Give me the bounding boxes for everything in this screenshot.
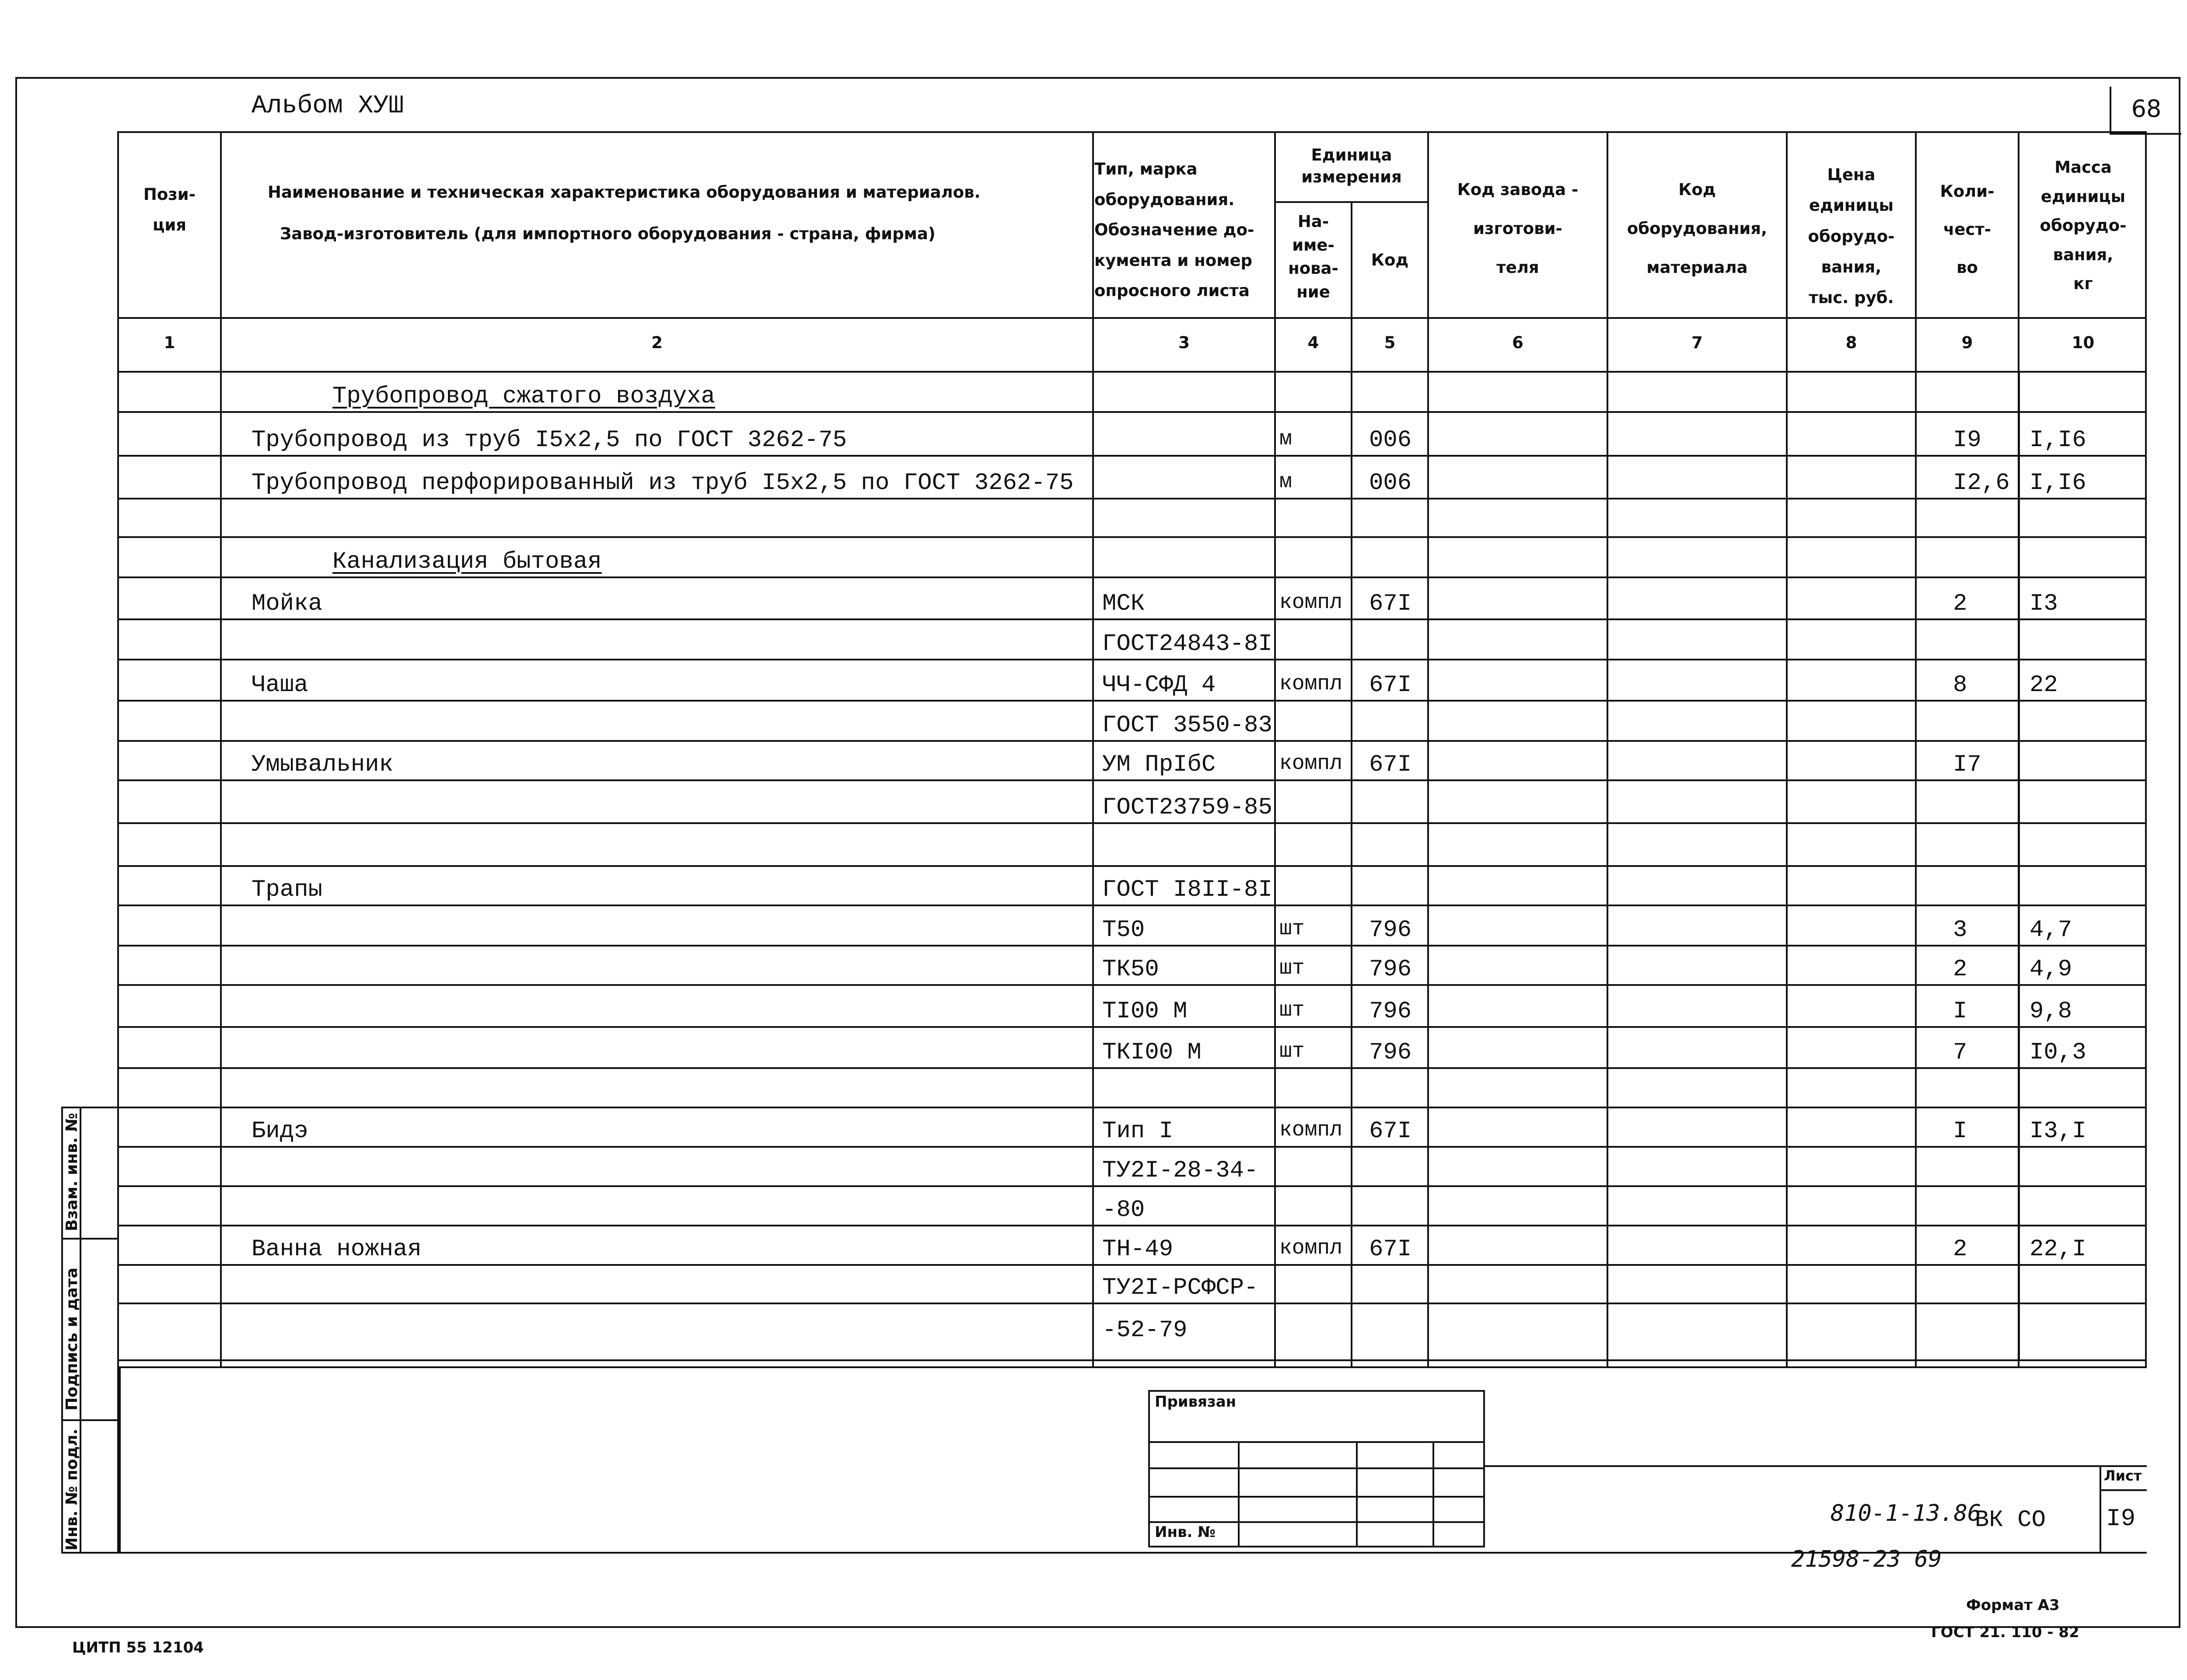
- item-name: Чаша: [252, 672, 308, 699]
- table-row-line: [117, 659, 2147, 660]
- table-row-line: [117, 984, 2147, 986]
- item-type: УМ ПрIбС: [1102, 751, 1216, 778]
- col-header-name-line2: Завод-изготовитель (для импортного оборудования - страна, фирма): [280, 224, 936, 243]
- item-unit-code: 67I: [1369, 590, 1412, 617]
- col-num-1: 1: [164, 333, 175, 352]
- item-mass: I,I6: [2030, 470, 2086, 496]
- table-row-line: [117, 1264, 2147, 1266]
- col-header-equipment-code: Код оборудования, материала: [1627, 180, 1768, 277]
- table-body-bottom-line: [117, 1359, 2147, 1361]
- privyazan-vline1: [1238, 1441, 1240, 1547]
- table-row-line: [117, 1225, 2147, 1226]
- archive-number-handwritten: 21598-23 69: [1791, 1546, 1942, 1572]
- item-type: -52-79: [1102, 1317, 1188, 1344]
- col-num-4: 4: [1307, 333, 1319, 352]
- item-type: ГОСТ24843-8I: [1102, 631, 1272, 657]
- item-quantity: I9: [1953, 427, 1981, 454]
- header-bottom-line: [117, 317, 2147, 319]
- item-unit: компл: [1279, 1236, 1343, 1260]
- item-unit: м: [1279, 470, 1292, 494]
- table-row-line: [117, 1107, 2147, 1108]
- item-unit: компл: [1279, 752, 1343, 775]
- section-title: Канализация бытовая: [332, 548, 602, 575]
- item-type: ТН-49: [1102, 1236, 1174, 1263]
- table-row-line: [117, 576, 2147, 578]
- col-header-unit-name: На- име- нова- ние: [1288, 212, 1338, 301]
- table-row-line: [117, 700, 2147, 702]
- table-row-line: [117, 822, 2147, 824]
- col-header-factory-code: Код завода - изготови- теля: [1457, 180, 1579, 277]
- doc-code-printed: ВК СО: [1975, 1507, 2046, 1533]
- table-row-line: [117, 945, 2147, 947]
- privyazan-inv-label: Инв. №: [1155, 1523, 1216, 1541]
- item-type: ТУ2I-28-34-: [1102, 1157, 1258, 1184]
- item-quantity: I: [1953, 1118, 1967, 1145]
- col-num-9: 9: [1961, 333, 1973, 352]
- item-mass: 4,7: [2030, 917, 2072, 943]
- item-unit-code: 67I: [1369, 1118, 1412, 1145]
- item-quantity: 7: [1953, 1039, 1967, 1066]
- side-strip-row2: [61, 1419, 119, 1421]
- item-name: Мойка: [252, 590, 323, 617]
- gost-label: ГОСТ 21. 110 - 82: [1931, 1624, 2079, 1641]
- item-mass: 22,I: [2030, 1236, 2086, 1263]
- col-num-8: 8: [1845, 333, 1857, 352]
- citp-label: ЦИТП 55 12104: [72, 1639, 204, 1656]
- unit-group-divider: [1274, 201, 1428, 203]
- col-header-price: Цена единицы оборудо- вания, тыс. руб.: [1808, 165, 1895, 307]
- item-unit-code: 67I: [1369, 672, 1412, 699]
- item-unit-code: 006: [1369, 470, 1412, 496]
- sheet-number: I9: [2106, 1505, 2136, 1533]
- item-unit: шт: [1279, 999, 1305, 1022]
- item-type: ТУ2I-РСФСР-: [1102, 1275, 1258, 1301]
- side-label-inv: Инв. № подл.: [63, 1429, 81, 1551]
- item-quantity: 2: [1953, 1236, 1967, 1263]
- sheet-label: Лист: [2104, 1467, 2142, 1484]
- item-unit-code: 67I: [1369, 1236, 1412, 1263]
- col-num-3: 3: [1178, 333, 1190, 352]
- item-mass: 4,9: [2030, 956, 2072, 983]
- item-unit-code: 006: [1369, 427, 1412, 454]
- col-num-5: 5: [1384, 333, 1396, 352]
- item-type: ТК50: [1102, 956, 1159, 983]
- item-unit: шт: [1279, 1040, 1305, 1063]
- item-mass: I3,I: [2030, 1118, 2086, 1145]
- sheet-number-divider: [2100, 1465, 2101, 1552]
- table-row-line: [117, 455, 2147, 457]
- table-row-line: [117, 1067, 2147, 1069]
- side-label-podpis: Подпись и дата: [63, 1268, 81, 1411]
- item-unit-code: 67I: [1369, 751, 1412, 778]
- page-number-box: [2110, 87, 2181, 135]
- item-type: Тип I: [1102, 1118, 1174, 1145]
- table-row-line: [117, 865, 2147, 867]
- item-mass: I0,3: [2030, 1039, 2086, 1066]
- table-row-line: [117, 740, 2147, 742]
- item-unit: компл: [1279, 1118, 1343, 1142]
- item-name: Трубопровод из труб I5x2,5 по ГОСТ 3262-75: [252, 427, 847, 454]
- item-mass: I,I6: [2030, 427, 2086, 454]
- item-unit-code: 796: [1369, 1039, 1412, 1066]
- table-row-line: [117, 1303, 2147, 1304]
- item-name: Трапы: [252, 877, 323, 903]
- item-type: Т50: [1102, 917, 1145, 943]
- side-label-vzam: Взам. инв. №: [63, 1113, 81, 1231]
- privyazan-line4: [1148, 1521, 1485, 1523]
- col-num-6: 6: [1512, 333, 1523, 352]
- table-row-line: [117, 411, 2147, 413]
- item-unit: шт: [1279, 957, 1305, 980]
- item-type: ЧЧ-СФД 4: [1102, 672, 1216, 699]
- item-name: Бидэ: [252, 1118, 308, 1145]
- doc-code-handwritten: 810-1-13.86: [1831, 1500, 1981, 1526]
- item-type: ГОСТ 3550-83: [1102, 712, 1272, 739]
- item-name: Ванна ножная: [252, 1236, 422, 1263]
- col-num-10: 10: [2072, 333, 2095, 352]
- col-header-name-line1: Наименование и техническая характеристика оборудования и материалов.: [268, 183, 981, 202]
- sheet-number-divider-h: [2100, 1489, 2147, 1491]
- table-row-line: [117, 1146, 2147, 1148]
- side-strip-row1: [61, 1238, 119, 1240]
- col-header-unit-code: Код: [1371, 251, 1409, 269]
- privyazan-vline2: [1356, 1441, 1358, 1547]
- item-name: Умывальник: [252, 751, 394, 778]
- privyazan-line2: [1148, 1467, 1485, 1469]
- item-mass: 9,8: [2030, 998, 2072, 1025]
- title-block-top: [1485, 1465, 2147, 1467]
- sheet-left-line: [119, 1368, 121, 1554]
- item-unit: компл: [1279, 591, 1343, 615]
- table-row-line: [117, 905, 2147, 906]
- item-type: ТКI00 М: [1102, 1039, 1202, 1066]
- format-label: Формат А3: [1966, 1596, 2060, 1614]
- item-unit-code: 796: [1369, 917, 1412, 943]
- item-unit: м: [1279, 427, 1292, 451]
- table-row-line: [117, 1185, 2147, 1187]
- item-type: МСК: [1102, 590, 1145, 617]
- item-quantity: 8: [1953, 672, 1967, 699]
- table-row-line: [117, 1026, 2147, 1028]
- privyazan-label: Привязан: [1155, 1393, 1237, 1411]
- item-unit-code: 796: [1369, 998, 1412, 1025]
- table-row-line: [117, 498, 2147, 499]
- table-row-line: [117, 779, 2147, 781]
- col-num-7: 7: [1691, 333, 1703, 352]
- item-mass: 22: [2030, 672, 2058, 699]
- item-type: ГОСТ23759-85: [1102, 794, 1272, 821]
- col-num-2: 2: [651, 333, 663, 352]
- col-header-type: Тип, марка оборудования. Обозначение до- кумента и номер опросного листа: [1094, 160, 1254, 300]
- col-header-quantity: Коли- чест- во: [1940, 182, 1995, 277]
- album-title: Альбом ХУШ: [252, 92, 404, 120]
- item-name: Трубопровод перфорированный из труб I5x2,5 по ГОСТ 3262-75: [252, 470, 1074, 496]
- item-quantity: 2: [1953, 956, 1967, 983]
- item-quantity: I7: [1953, 751, 1981, 778]
- page-number: 68: [2131, 95, 2162, 122]
- section-title: Трубопровод сжатого воздуха: [332, 383, 715, 410]
- item-unit-code: 796: [1369, 956, 1412, 983]
- item-unit: шт: [1279, 917, 1305, 941]
- item-quantity: 2: [1953, 590, 1967, 617]
- item-unit: компл: [1279, 672, 1343, 696]
- item-type: -80: [1102, 1197, 1145, 1223]
- col-header-unit-group: Единица измерения: [1301, 146, 1402, 186]
- item-type: ТI00 М: [1102, 998, 1188, 1025]
- item-quantity: 3: [1953, 917, 1967, 943]
- table-row-line: [117, 536, 2147, 538]
- col-header-position: Пози- ция: [143, 185, 196, 235]
- privyazan-line1: [1148, 1441, 1485, 1443]
- item-type: ГОСТ I8II-8I: [1102, 877, 1272, 903]
- privyazan-vline3: [1432, 1441, 1434, 1547]
- item-mass: I3: [2030, 590, 2058, 617]
- privyazan-line3: [1148, 1496, 1485, 1498]
- table-row-line: [117, 618, 2147, 620]
- item-quantity: I2,6: [1953, 470, 2010, 496]
- col-header-mass: Масса единицы оборудо- вания, кг: [2040, 158, 2127, 293]
- item-quantity: I: [1953, 998, 1967, 1025]
